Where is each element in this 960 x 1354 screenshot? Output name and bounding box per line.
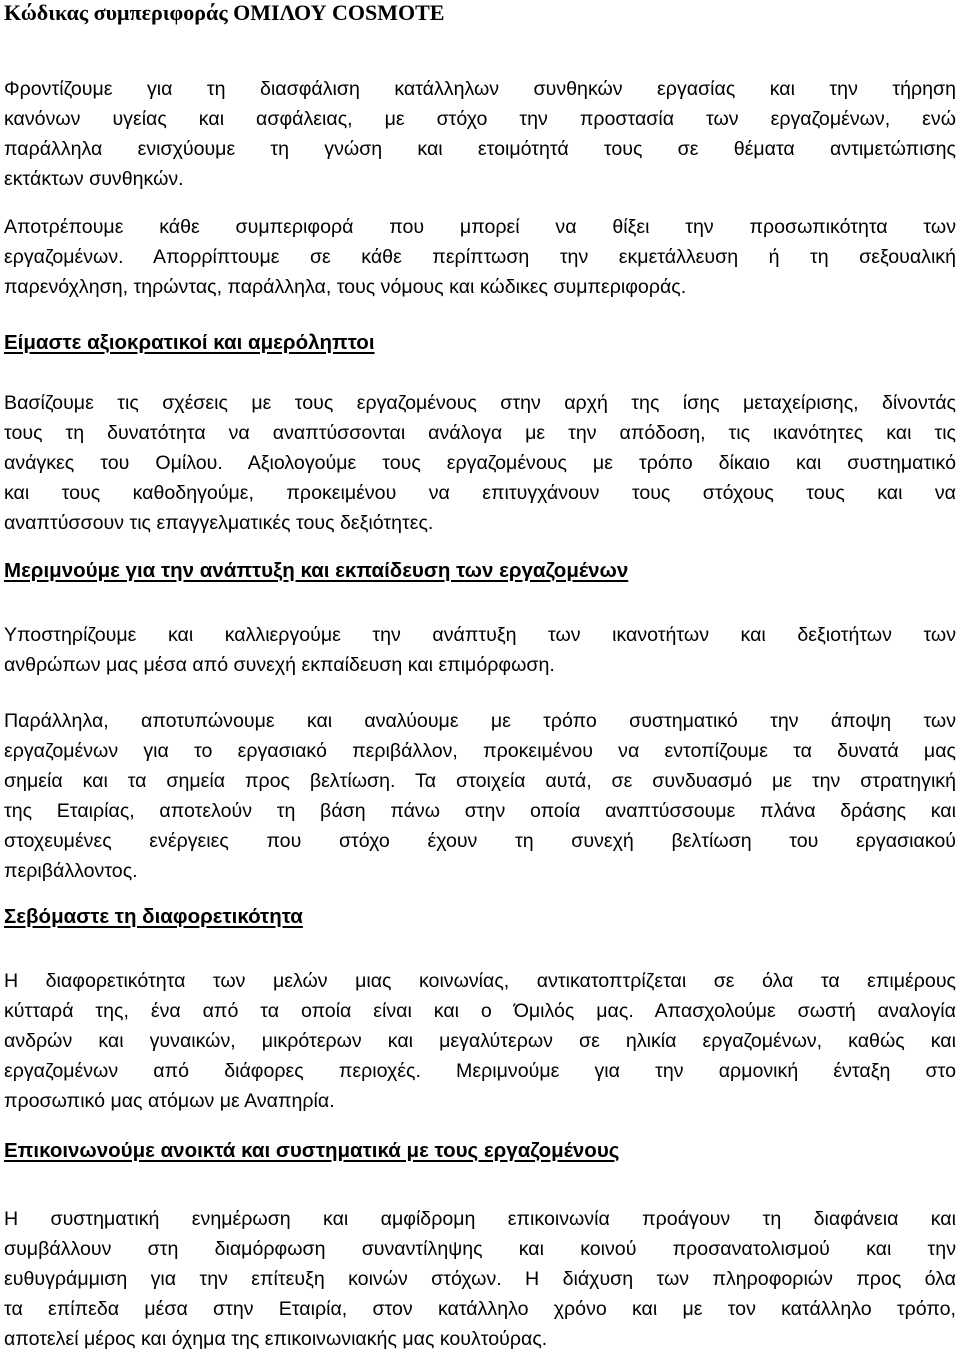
heading-block bbox=[4, 902, 956, 932]
paragraph-line: Η συστηματική ενημέρωση και αμφίδρομη επικοινωνία προάγουν τη διαφάνεια και bbox=[4, 1208, 956, 1230]
paragraph bbox=[4, 620, 956, 680]
paragraph bbox=[4, 966, 956, 1116]
paragraph-line: Η διαφορετικότητα των μελών μιας κοινωνίας, αντικατοπτρίζεται σε όλα τα επιμέρους bbox=[4, 970, 956, 992]
paragraph-line: ανδρών και γυναικών, μικρότερων και μεγαλύτερων σε ηλικία εργαζομένων, καθώς και bbox=[4, 1030, 956, 1052]
paragraph-line: περιβάλλοντος. bbox=[4, 860, 138, 882]
paragraph-line: της Εταιρίας, αποτελούν τη βάση πάνω στην οποία αναπτύσσουμε πλάνα δράσης και bbox=[4, 800, 956, 822]
paragraph-block bbox=[4, 212, 956, 302]
paragraph-line: κανόνων υγείας και ασφάλειας, με στόχο την προστασία των εργαζομένων, ενώ bbox=[4, 108, 956, 130]
paragraph-block bbox=[4, 706, 956, 886]
heading-block bbox=[4, 1136, 956, 1166]
paragraph-line: ανάγκες του Ομίλου. Αξιολογούμε τους εργαζομένους με τρόπο δίκαιο και συστηματικό bbox=[4, 452, 956, 474]
heading-block bbox=[4, 328, 956, 358]
paragraph-line: Υποστηρίζουμε και καλλιεργούμε την ανάπτυξη των ικανοτήτων και δεξιοτήτων των bbox=[4, 624, 956, 646]
paragraph bbox=[4, 74, 956, 194]
paragraph-line: τα επίπεδα μέσα στην Εταιρία, στον κατάλληλο χρόνο και με τον κατάλληλο τρόπο, bbox=[4, 1298, 956, 1320]
paragraph-line: ευθυγράμμιση για την επίτευξη κοινών στόχων. Η διάχυση των πληροφοριών προς όλα bbox=[4, 1268, 956, 1290]
paragraph-line: και τους καθοδηγούμε, προκειμένου να επιτυγχάνουν τους στόχους τους και να bbox=[4, 482, 956, 504]
paragraph-line: παράλληλα ενισχύουμε τη γνώση και ετοιμότητά τους σε θέματα αντιμετώπισης bbox=[4, 138, 956, 160]
paragraph-line: Φροντίζουμε για τη διασφάλιση κατάλληλων συνθηκών εργασίας και την τήρηση bbox=[4, 78, 956, 100]
section-heading: Σεβόμαστε τη διαφορετικότητα bbox=[4, 905, 303, 928]
paragraph bbox=[4, 706, 956, 886]
paragraph-line: προσωπικό μας ατόμων με Αναπηρία. bbox=[4, 1090, 335, 1112]
paragraph bbox=[4, 1204, 956, 1354]
paragraph-line: τους τη δυνατότητα να αναπτύσσονται ανάλογα με την απόδοση, τις ικανότητες και τις bbox=[4, 422, 956, 444]
paragraph-block bbox=[4, 1204, 956, 1354]
paragraph-block bbox=[4, 74, 956, 194]
paragraph-line: εργαζομένων για το εργασιακό περιβάλλον, προκειμένου να εντοπίζουμε τα δυνατά μας bbox=[4, 740, 956, 762]
paragraph-line: εκτάκτων συνθηκών. bbox=[4, 168, 184, 190]
paragraph-line: εργαζομένων από διάφορες περιοχές. Μεριμνούμε για την αρμονική ένταξη στο bbox=[4, 1060, 956, 1082]
section-heading: Είμαστε αξιοκρατικοί και αμερόληπτοι bbox=[4, 331, 375, 354]
document-page bbox=[4, 0, 956, 1350]
paragraph-line: ανθρώπων μας μέσα από συνεχή εκπαίδευση και επιμόρφωση. bbox=[4, 654, 555, 676]
paragraph bbox=[4, 212, 956, 302]
paragraph-line: Αποτρέπουμε κάθε συμπεριφορά που μπορεί να θίξει την προσωπικότητα των bbox=[4, 216, 956, 238]
paragraph-line: κύτταρά της, ένα από τα οποία είναι και ο Όμιλός μας. Απασχολούμε σωστή αναλογία bbox=[4, 1000, 956, 1022]
paragraph-line: παρενόχληση, τηρώντας, παράλληλα, τους νόμους και κώδικες συμπεριφοράς. bbox=[4, 276, 687, 298]
section-heading: Επικοινωνούμε ανοικτά και συστηματικά με τους εργαζομένους bbox=[4, 1139, 620, 1162]
paragraph-line: αναπτύσσουν τις επαγγελματικές τους δεξιότητες. bbox=[4, 512, 434, 534]
paragraph-line: Βασίζουμε τις σχέσεις με τους εργαζομένους στην αρχή της ίσης μεταχείρισης, δίνοντάς bbox=[4, 392, 956, 414]
document-title: Κώδικας συμπεριφοράς ΟΜΙΛΟΥ COSMOTE bbox=[4, 0, 445, 25]
paragraph-block bbox=[4, 966, 956, 1116]
paragraph-line: συμβάλλουν στη διαμόρφωση συναντίληψης και κοινού προσανατολισμού και την bbox=[4, 1238, 956, 1260]
heading-block bbox=[4, 556, 956, 586]
paragraph bbox=[4, 388, 956, 538]
section-heading: Μεριμνούμε για την ανάπτυξη και εκπαίδευση των εργαζομένων bbox=[4, 559, 629, 582]
paragraph-line: σημεία και τα σημεία προς βελτίωση. Τα στοιχεία αυτά, σε συνδυασμό με την στρατηγική bbox=[4, 770, 956, 792]
paragraph-block bbox=[4, 620, 956, 680]
paragraph-line: αποτελεί μέρος και όχημα της επικοινωνιακής μας κουλτούρας. bbox=[4, 1328, 548, 1350]
paragraph-line: Παράλληλα, αποτυπώνουμε και αναλύουμε με τρόπο συστηματικό την άποψη των bbox=[4, 710, 956, 732]
paragraph-block bbox=[4, 388, 956, 538]
paragraph-line: στοχευμένες ενέργειες που στόχο έχουν τη συνεχή βελτίωση του εργασιακού bbox=[4, 830, 956, 852]
paragraph-line: εργαζομένων. Απορρίπτουμε σε κάθε περίπτωση την εκμετάλλευση ή τη σεξουαλική bbox=[4, 246, 956, 268]
